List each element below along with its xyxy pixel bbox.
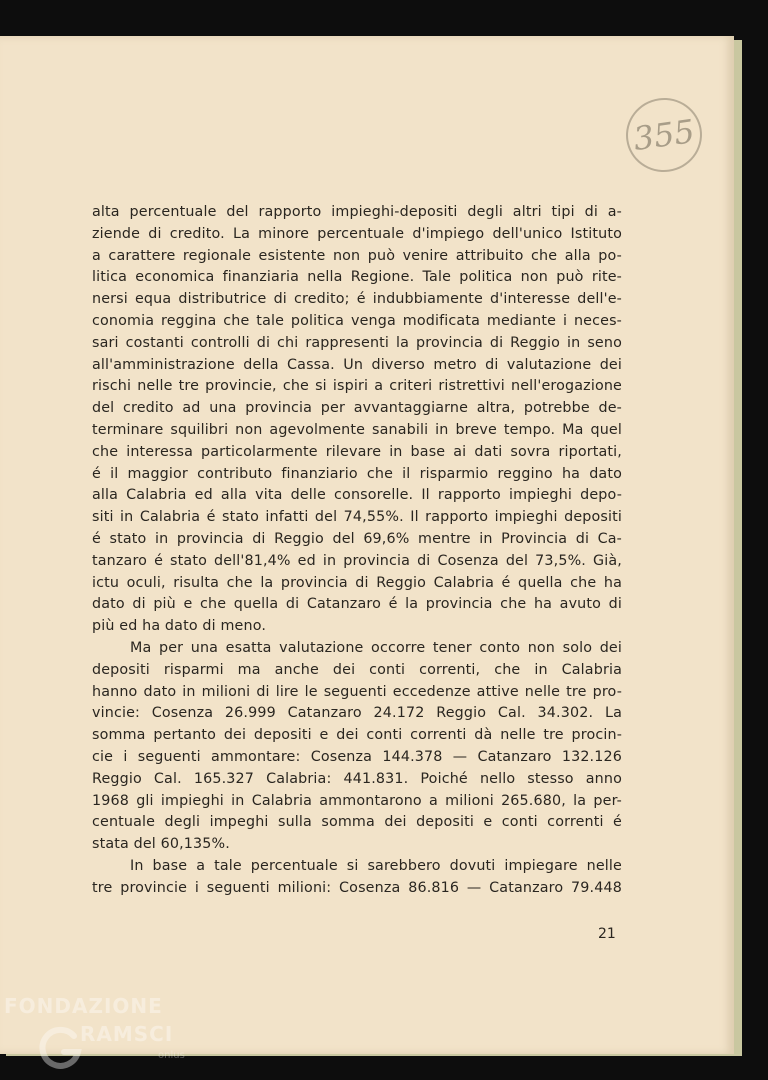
document-page bbox=[0, 36, 734, 1054]
text-line: terminare squilibri non agevolmente sanabili in breve tempo. Ma quel bbox=[92, 421, 622, 438]
text-line: tanzaro é stato dell'81,4% ed in provincia di Cosenza del 73,5%. Già, bbox=[92, 552, 622, 569]
text-line: ictu oculi, risulta che la provincia di Reggio Calabria é quella che ha bbox=[92, 574, 622, 591]
text-line: é il maggior contributo finanziario che il risparmio reggino ha dato bbox=[92, 465, 622, 482]
text-line: rischi nelle tre provincie, che si ispiri a criteri ristrettivi nell'erogazione bbox=[92, 378, 622, 395]
text-line: alla Calabria ed alla vita delle consorelle. Il rapporto impieghi depo- bbox=[92, 487, 622, 504]
text-line: tre provincie i seguenti milioni: Cosenza 86.816 — Catanzaro 79.448 bbox=[92, 879, 622, 896]
fondazione-gramsci-watermark bbox=[4, 994, 204, 1074]
text-line: all'amministrazione della Cassa. Un diverso metro di valutazione dei bbox=[92, 356, 622, 373]
text-line: litica economica finanziaria nella Regione. Tale politica non può rite- bbox=[92, 269, 622, 286]
text-line: somma pertanto dei depositi e dei conti correnti dà nelle tre procin- bbox=[92, 727, 622, 744]
text-line: In base a tale percentuale si sarebbero dovuti impiegare nelle bbox=[130, 857, 622, 874]
text-line: ziende di credito. La minore percentuale d'impiego dell'unico Istituto bbox=[92, 225, 622, 242]
text-line: Reggio Cal. 165.327 Calabria: 441.831. Poiché nello stesso anno bbox=[92, 770, 622, 787]
page-number: 21 bbox=[598, 926, 616, 942]
text-line: alta percentuale del rapporto impieghi-depositi degli altri tipi di a- bbox=[92, 204, 622, 220]
text-line: é stato in provincia di Reggio del 69,6% mentre in Provincia di Ca- bbox=[92, 530, 622, 547]
text-line: più ed ha dato di meno. bbox=[92, 618, 267, 635]
text-line: siti in Calabria é stato infatti del 74,55%. Il rapporto impieghi depositi bbox=[92, 509, 622, 526]
text-line: a carattere regionale esistente non può venire attribuito che alla po- bbox=[92, 247, 622, 264]
watermark-text-line2: RAMSCI bbox=[80, 1022, 174, 1046]
text-line: del credito ad una provincia per avvantaggiarne altra, potrebbe de- bbox=[92, 400, 622, 417]
text-line: stata del 60,135%. bbox=[92, 836, 230, 853]
text-line: nersi equa distributrice di credito; é indubbiamente d'interesse dell'e- bbox=[92, 291, 622, 308]
text-line: che interessa particolarmente rilevare in base ai dati sovra riportati, bbox=[92, 443, 622, 460]
text-line: depositi risparmi ma anche dei conti correnti, che in Calabria bbox=[92, 661, 622, 678]
text-line: sari costanti controlli di chi rappresenti la provincia di Reggio in seno bbox=[92, 334, 622, 351]
text-line: Ma per una esatta valutazione occorre tener conto non solo dei bbox=[130, 639, 622, 656]
watermark-text-line1: FONDAZIONE bbox=[4, 994, 163, 1018]
text-line: vincie: Cosenza 26.999 Catanzaro 24.172 Reggio Cal. 34.302. La bbox=[92, 705, 622, 722]
body-text bbox=[92, 202, 622, 900]
text-line: hanno dato in milioni di lire le seguenti eccedenze attive nelle tre pro- bbox=[92, 683, 622, 700]
gramsci-g-logo-icon bbox=[34, 1022, 86, 1074]
text-line: conomia reggina che tale politica venga modificata mediante i neces- bbox=[92, 312, 622, 329]
text-line: 1968 gli impieghi in Calabria ammontarono a milioni 265.680, la per- bbox=[92, 792, 622, 809]
text-line: dato di più e che quella di Catanzaro é la provincia che ha avuto di bbox=[92, 596, 622, 613]
text-line: centuale degli impeghi sulla somma dei depositi e conti correnti é bbox=[92, 814, 622, 831]
watermark-text-line3: onlus bbox=[158, 1050, 185, 1061]
text-line: cie i seguenti ammontare: Cosenza 144.378 — Catanzaro 132.126 bbox=[92, 748, 622, 765]
archive-stamp: 355 bbox=[621, 93, 707, 177]
